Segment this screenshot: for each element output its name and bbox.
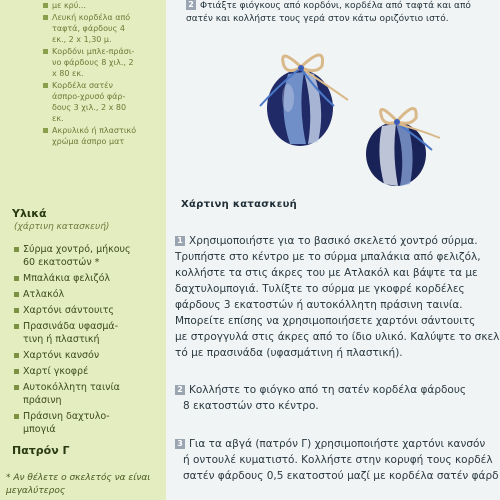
materials-item: Κορδόνι μπλε-πράσι-νο φάρδους 8 χιλ., 2 x 80 εκ. xyxy=(52,46,137,79)
bow-loop xyxy=(398,108,416,123)
materials-heading: Υλικά xyxy=(12,207,47,220)
materials-item: Χαρτόνι σάντουιτς xyxy=(23,304,163,317)
bullet-icon xyxy=(14,353,19,358)
bullet-icon xyxy=(14,292,19,297)
bullet-icon xyxy=(14,414,19,419)
bow-loop xyxy=(381,109,396,123)
bow-loop xyxy=(283,56,300,71)
bullet-icon xyxy=(43,3,48,8)
bow-loop xyxy=(302,55,323,71)
bullet-icon xyxy=(14,308,19,313)
bullet-icon xyxy=(43,15,48,20)
egg-highlight xyxy=(282,84,294,112)
step-number: 2 xyxy=(175,385,185,395)
section-title: Χάρτινη κατασκευή xyxy=(181,199,298,210)
bullet-icon xyxy=(14,324,19,329)
materials-item: Χαρτί γκοφρέ xyxy=(23,365,163,378)
decorated-egg-left xyxy=(248,36,360,148)
materials-item: Πράσινη δαχτυλο-μπογιά xyxy=(23,410,133,436)
instruction-step-1: 1 Χρησιμοποιήστε για το βασικό σκελετό χοντρό σύρμα. Τρυπήστε στο κέντρο με το σύρμα μπαλάκια από φελιζόλ, κολλήστε τα στις άκρες του με Ατλακόλ και βάψτε τα με δαχτυλομπογιά. Τυλίξτε το σύρμα με γκοφρέ κορδέλες φάρδους 3 εκατοστών ή αυτοκόλλητη πράσινη ταινία. Μπορείτε επίσης να χρησιμοποιήσετε χαρτόνι σάντουιτς με στρογγυλά στις άκρες από το ίδιο υλικό. Καλύψτε το σκελ τό με πρασινάδα (υφασμάτινη ή πλαστική). xyxy=(175,235,500,359)
materials-sidebar xyxy=(0,0,166,500)
materials-item: Ατλακόλ xyxy=(23,288,163,301)
pattern-note: * Αν θέλετε ο σκελετός να είναι μεγαλύτερος xyxy=(6,473,151,496)
materials-subheading: (χάρτινη κατασκευή) xyxy=(14,222,110,232)
materials-item: Μπαλάκια φελιζόλ xyxy=(23,272,163,285)
step-number: 2 xyxy=(186,0,196,10)
bow-knot xyxy=(394,119,400,125)
bullet-icon xyxy=(14,369,19,374)
materials-list-paper xyxy=(23,243,163,439)
decorated-egg-right xyxy=(352,92,448,192)
materials-item: Σύρμα χοντρό, μήκους 60 εκατοστών * xyxy=(23,243,138,269)
materials-list-top xyxy=(52,0,164,148)
bullet-icon xyxy=(14,385,19,390)
materials-item: Χαρτόνι κανσόν xyxy=(23,349,163,362)
step-number: 1 xyxy=(175,236,185,246)
bullet-icon xyxy=(43,83,48,88)
bullet-icon xyxy=(43,49,48,54)
bullet-icon xyxy=(43,128,48,133)
materials-item: Ακρυλικό ή πλαστικό χρώμα άσπρο ματ xyxy=(52,125,137,147)
materials-item: Κορδέλα σατέν άσπρο-χρυσό φάρ-δους 3 χιλ., 2 x 80 εκ. xyxy=(52,80,137,124)
step-number: 3 xyxy=(175,439,185,449)
materials-item: Αυτοκόλλητη ταινία πράσινη xyxy=(23,381,153,407)
bow-knot xyxy=(298,65,304,71)
bullet-icon xyxy=(14,247,19,252)
instruction-step-2: 2 Κολλήστε το φιόγκο από τη σατέν κορδέλα φάρδους 8 εκατοστών στο κέντρο. xyxy=(175,382,500,414)
pattern-heading: Πατρόν Γ xyxy=(12,444,70,457)
materials-item: Λευκή κορδέλα από ταφτά, φάρδους 4 εκ., 2 x 1,30 μ. xyxy=(52,12,137,45)
top-step: 2 Φτιάξτε φιόγκους από κορδόνι, κορδέλα από ταφτά και από σατέν και κολλήστε τους γερά στον κάτω οριζόντιο ιστό. xyxy=(186,0,471,24)
bullet-icon xyxy=(14,276,19,281)
materials-item: Πρασινάδα υφασμά-τινη ή πλαστική xyxy=(23,320,128,346)
instruction-step-3: 3 Για τα αβγά (πατρόν Γ) χρησιμοποιήστε χαρτόνι κανσόν ή οντουλέ κυματιστό. Κολλήστε στην κορυφή τους κορδέλ σατέν φάρδους 0,5 εκατοστού μαζί με κορδέλα σατέν φάρδ xyxy=(175,436,500,484)
materials-item: με κρύ... xyxy=(52,0,164,11)
